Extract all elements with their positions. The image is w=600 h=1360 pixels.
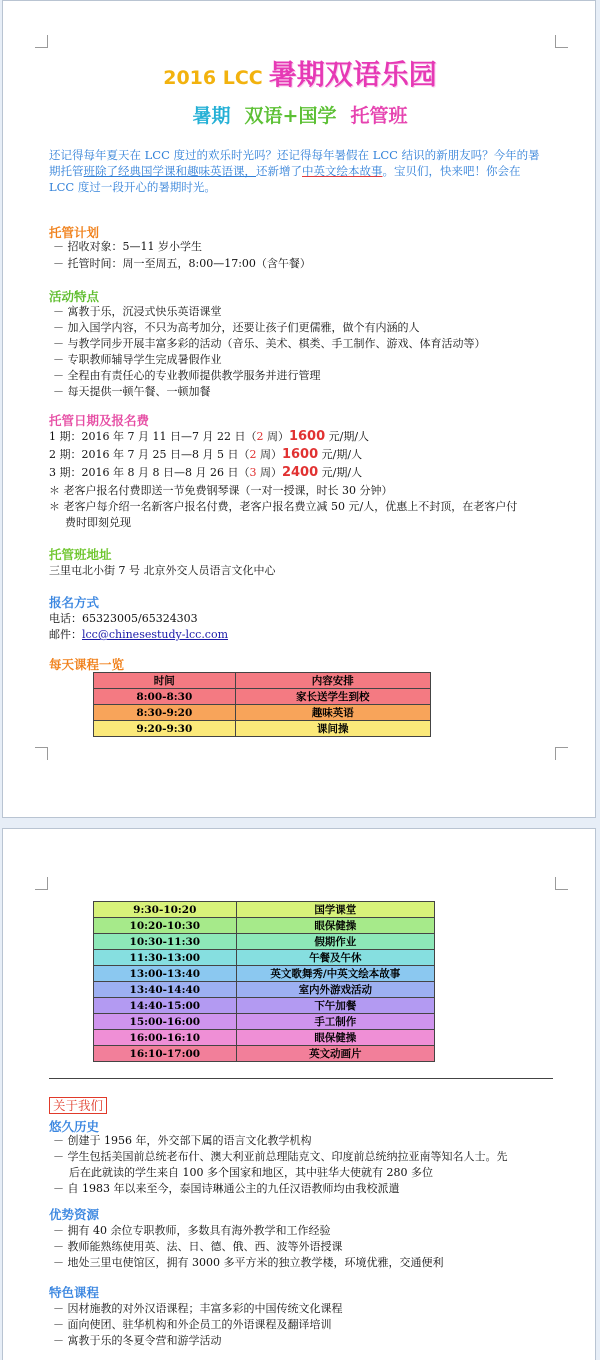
document-page-1	[2, 0, 596, 818]
history-heading: 悠久历史	[49, 1119, 100, 1134]
intro-line-1: 还记得每年夏天在 LCC 度过的欢乐时光吗？还记得每年暑假在 LCC 结识的新朋友吗？今年的暑	[49, 148, 540, 162]
history-item: － 学生包括美国前总统老布什、澳大利亚前总理陆克文、印度前总统纳拉亚南等知名人士。先	[53, 1149, 508, 1165]
period-dates: 3 期：2016 年 8 月 8 日—8 月 26 日（	[49, 466, 250, 479]
dates-note-1: ＊ 老客户报名付费即送一节免费钢琴课（一对一授课，时长 30 分钟）	[49, 484, 393, 497]
crop-mark	[555, 747, 568, 760]
intro-text: 期托管	[49, 164, 84, 178]
schedule-time: 9:30-10:20	[94, 902, 237, 918]
signup-heading: 报名方式	[49, 595, 100, 610]
plan-item: － 招收对象：5—11 岁小学生	[53, 239, 202, 255]
period-price: 1600	[288, 429, 326, 444]
period-unit: 元/期/人	[325, 430, 370, 443]
advantage-item: － 拥有 40 余位专职教师，多数具有海外教学和工作经验	[53, 1223, 331, 1239]
schedule-content: 趣味英语	[235, 705, 430, 721]
period-unit: 元/期/人	[318, 448, 363, 461]
schedule-row	[94, 689, 431, 705]
crop-mark	[35, 877, 48, 890]
schedule-row	[94, 1014, 435, 1030]
schedule-row	[94, 918, 435, 934]
crop-mark	[35, 35, 48, 48]
page-title	[3, 53, 597, 93]
history-item: － 自 1983 年以来至今，泰国诗琳通公主的九任汉语教师均由我校派遣	[53, 1181, 400, 1197]
about-heading-box	[49, 1095, 107, 1114]
plan-item: － 托管时间：周一至周五，8:00—17:00（含午餐）	[53, 256, 311, 272]
intro-line-2	[49, 163, 559, 179]
col-time-header: 时间	[94, 673, 236, 689]
period-1	[49, 429, 369, 445]
intro-underlined-text: 班除了	[83, 164, 118, 178]
features-heading: 活动特点	[49, 289, 100, 304]
schedule-time: 16:10-17:00	[94, 1046, 237, 1062]
schedule-row	[94, 982, 435, 998]
feature-item: － 每天提供一顿午餐、一顿加餐	[53, 384, 211, 400]
plan-heading: 托管计划	[49, 225, 100, 240]
schedule-content: 眼保健操	[236, 1030, 434, 1046]
schedule-content: 国学课堂	[236, 902, 434, 918]
schedule-row	[94, 998, 435, 1014]
schedule-time: 13:00-13:40	[94, 966, 237, 982]
period-weeks-suffix: 周）	[256, 448, 282, 461]
schedule-row	[94, 1046, 435, 1062]
location-heading: 托管班地址	[49, 547, 112, 562]
schedule-table-part-1	[93, 672, 431, 737]
signup-email-row	[49, 627, 228, 643]
period-weeks-suffix: 周）	[256, 466, 282, 479]
period-weeks: 3	[249, 466, 257, 479]
period-weeks: 2	[249, 448, 257, 461]
schedule-time: 15:00-16:00	[94, 1014, 237, 1030]
daily-heading: 每天课程一览	[49, 657, 125, 672]
advantage-item: － 教师能熟练使用英、法、日、德、俄、西、波等外语授课	[53, 1239, 343, 1255]
signup-phone: 电话：65323005/65324303	[49, 612, 198, 625]
section-divider	[49, 1078, 553, 1079]
period-unit: 元/期/人	[318, 466, 363, 479]
intro-text: 。宝贝们，快来吧！你会在	[382, 164, 521, 178]
schedule-row	[94, 966, 435, 982]
schedule-row	[94, 705, 431, 721]
schedule-time: 14:40-15:00	[94, 998, 237, 1014]
intro-text: 还新增了	[256, 164, 302, 178]
schedule-content: 假期作业	[236, 934, 434, 950]
schedule-time: 9:20-9:30	[94, 721, 236, 737]
intro-highlight: 中英文绘本故事	[302, 164, 383, 178]
schedule-content: 英文动画片	[236, 1046, 434, 1062]
about-heading: 关于我们	[49, 1097, 107, 1114]
location-address: 三里屯北小街 7 号 北京外交人员语言文化中心	[49, 564, 276, 577]
schedule-table-part-2	[93, 901, 435, 1062]
dates-heading: 托管日期及报名费	[49, 413, 150, 428]
title-main: 暑期双语乐园	[268, 58, 437, 91]
period-weeks: 2	[256, 430, 264, 443]
document-page-2	[2, 828, 596, 1360]
intro-underlined-text: 经典国学课和趣味英语课，	[118, 164, 256, 178]
schedule-content: 午餐及午休	[236, 950, 434, 966]
schedule-content: 眼保健操	[236, 918, 434, 934]
dates-note-2: ＊ 老客户每介绍一名新客户报名付费，老客户报名费立减 50 元/人，优惠上不封顶，在老客户付	[49, 500, 518, 513]
schedule-row	[94, 1030, 435, 1046]
schedule-time: 13:40-14:40	[94, 982, 237, 998]
crop-mark	[555, 877, 568, 890]
schedule-content: 英文歌舞秀/中英文绘本故事	[236, 966, 434, 982]
dates-note-2-cont: 费时即刻兑现	[65, 516, 131, 529]
schedule-time: 11:30-13:00	[94, 950, 237, 966]
crop-mark	[35, 747, 48, 760]
subtitle-part-2: 双语+国学	[244, 105, 337, 127]
feature-item: － 加入国学内容，不只为高考加分，还要让孩子们更儒雅，做个有内涵的人	[53, 320, 420, 336]
page-subtitle	[3, 101, 597, 128]
schedule-row	[94, 950, 435, 966]
schedule-header-row	[94, 673, 431, 689]
history-item: － 创建于 1956 年，外交部下属的语言文化教学机构	[53, 1133, 312, 1149]
intro-paragraph	[49, 147, 559, 195]
courses-heading: 特色课程	[49, 1285, 100, 1300]
period-price: 1600	[281, 447, 319, 462]
intro-line-3: LCC 度过一段开心的暑期时光。	[49, 180, 216, 194]
schedule-time: 16:00-16:10	[94, 1030, 237, 1046]
schedule-content: 家长送学生到校	[235, 689, 430, 705]
feature-item: － 与教学同步开展丰富多彩的活动（音乐、美术、棋类、手工制作、游戏、体育活动等）	[53, 336, 486, 352]
period-dates: 1 期：2016 年 7 月 11 日—7 月 22 日（	[49, 430, 257, 443]
feature-item: － 寓教于乐，沉浸式快乐英语课堂	[53, 304, 222, 320]
schedule-time: 10:30-11:30	[94, 934, 237, 950]
schedule-row	[94, 721, 431, 737]
period-3	[49, 465, 362, 481]
course-item: － 寓教于乐的冬夏令营和游学活动	[53, 1333, 222, 1349]
advantage-item: － 地处三里屯使馆区，拥有 3000 多平方米的独立教学楼，环境优雅，交通便利	[53, 1255, 444, 1271]
col-content-header: 内容安排	[235, 673, 430, 689]
subtitle-part-3: 托管班	[350, 105, 408, 127]
schedule-row	[94, 902, 435, 918]
period-price: 2400	[281, 465, 319, 480]
crop-mark	[555, 35, 568, 48]
subtitle-part-1: 暑期	[192, 105, 231, 127]
course-item: － 因材施教的对外汉语课程；丰富多彩的中国传统文化课程	[53, 1301, 343, 1317]
period-2	[49, 447, 362, 463]
schedule-time: 10:20-10:30	[94, 918, 237, 934]
schedule-content: 下午加餐	[236, 998, 434, 1014]
period-dates: 2 期：2016 年 7 月 25 日—8 月 5 日（	[49, 448, 250, 461]
period-weeks-suffix: 周）	[263, 430, 289, 443]
feature-item: － 专职教师辅导学生完成暑假作业	[53, 352, 222, 368]
email-link[interactable]: lcc@chinesestudy-lcc.com	[82, 628, 229, 641]
email-label: 邮件：	[49, 628, 82, 641]
schedule-time: 8:30-9:20	[94, 705, 236, 721]
advantages-heading: 优势资源	[49, 1207, 100, 1222]
schedule-time: 8:00-8:30	[94, 689, 236, 705]
schedule-content: 室内外游戏活动	[236, 982, 434, 998]
schedule-row	[94, 934, 435, 950]
feature-item: － 全程由有责任心的专业教师提供教学服务并进行管理	[53, 368, 321, 384]
title-year: 2016 LCC	[163, 67, 263, 89]
history-item-cont: 后在此就读的学生来自 100 多个国家和地区，其中驻华大使就有 280 多位	[69, 1166, 433, 1179]
course-item: － 面向使团、驻华机构和外企员工的外语课程及翻译培训	[53, 1317, 332, 1333]
schedule-content: 课间操	[235, 721, 430, 737]
schedule-content: 手工制作	[236, 1014, 434, 1030]
